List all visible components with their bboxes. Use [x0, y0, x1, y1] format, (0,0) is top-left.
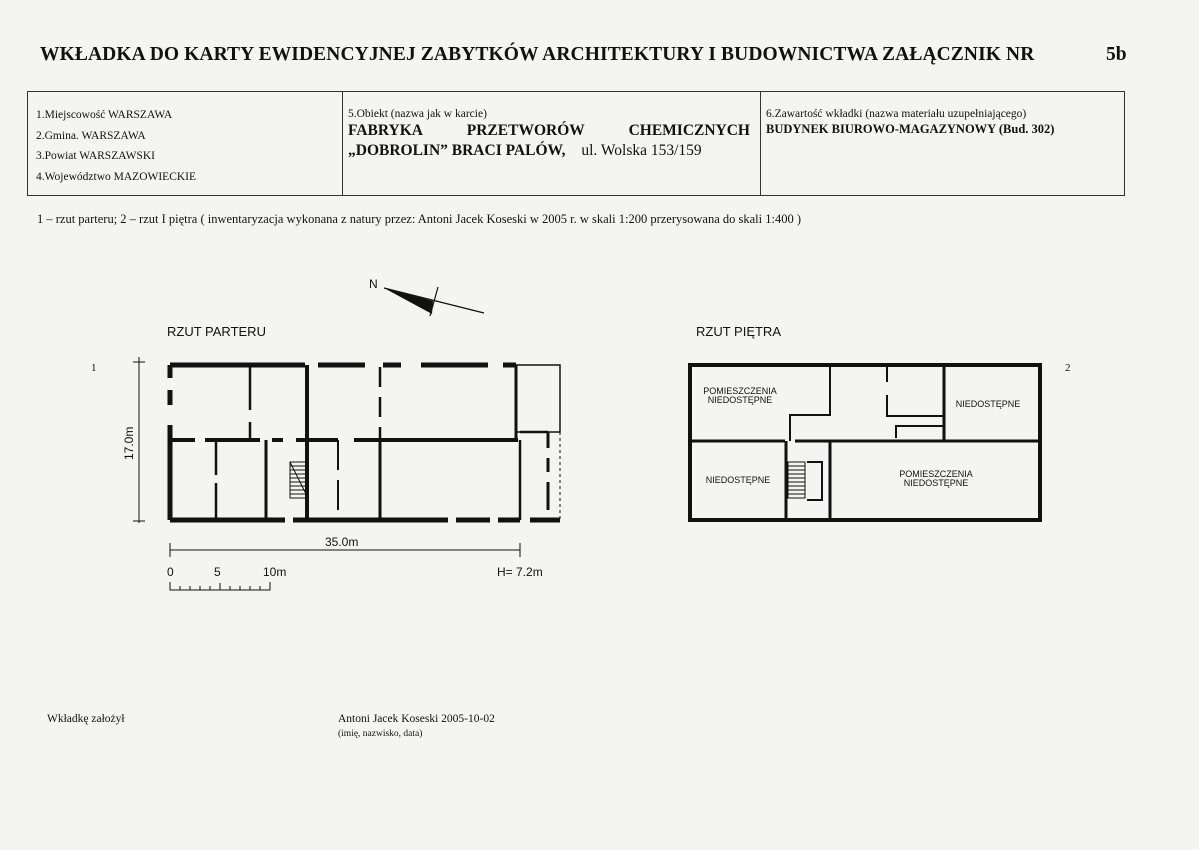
page-title: WKŁADKA DO KARTY EWIDENCYJNEJ ZABYTKÓW ARCHITEKTURY I BUDOWNICTWA ZAŁĄCZNIK NR [40, 44, 1035, 65]
north-label: N [369, 277, 378, 291]
upper-floor-index: 2 [1065, 362, 1071, 374]
ground-floor-title: RZUT PARTERU [167, 324, 266, 339]
ground-floor-plan [170, 365, 560, 520]
building-height: H= 7.2m [497, 565, 543, 579]
content-value: BUDYNEK BIUROWO-MAGAZYNOWY (Bud. 302) [766, 122, 1055, 136]
object-name-part: „DOBROLIN” BRACI PALÓW, [348, 142, 566, 159]
scale-bar [167, 565, 286, 590]
location-line: 1.Miejscowość WARSZAWA [36, 109, 173, 121]
room-label: NIEDOSTĘPNE [955, 399, 1021, 409]
content-label: 6.Zawartość wkładki (nazwa materiału uzupełniającego) [766, 108, 1027, 120]
room-label: NIEDOSTĘPNE [705, 475, 771, 485]
drawing-caption: 1 – rzut parteru; 2 – rzut I piętra ( inwentaryzacja wykonana z natury przez: Antoni Jacek Koseski w 2005 r. w skali 1:200 przerysowana do skali 1:400 ) [37, 212, 802, 226]
room-label: NIEDOSTĘPNE [707, 395, 773, 405]
length-dimension: 35.0m [325, 535, 359, 549]
object-address: ul. Wolska 153/159 [581, 142, 702, 159]
location-line: 4.Województwo MAZOWIECKIE [36, 170, 197, 183]
signature-value: Antoni Jacek Koseski 2005-10-02 [338, 713, 495, 725]
object-label: 5.Obiekt (nazwa jak w karcie) [348, 108, 487, 120]
room-label: POMIESZCZENIA [703, 386, 777, 396]
object-word: CHEMICZNYCH [628, 122, 750, 139]
north-arrow [369, 277, 484, 316]
object-word: FABRYKA [348, 122, 423, 139]
room-label: NIEDOSTĘPNE [903, 478, 969, 488]
ground-floor-index: 1 [91, 362, 97, 374]
attachment-number: 5b [1106, 44, 1127, 65]
width-dimension: 17.0m [122, 426, 136, 460]
scale-label: 0 [167, 565, 174, 579]
signature-label: Wkładkę założył [47, 713, 125, 725]
object-word: PRZETWORÓW [466, 122, 585, 139]
location-line: 2.Gmina. WARSZAWA [36, 129, 146, 142]
upper-floor-title: RZUT PIĘTRA [696, 324, 781, 339]
location-line: 3.Powiat WARSZAWSKI [36, 150, 155, 162]
signature-note: (imię, nazwisko, data) [338, 729, 423, 739]
scale-label: 5 [214, 565, 221, 579]
scale-label: 10m [263, 565, 287, 579]
room-label: POMIESZCZENIA [899, 469, 973, 479]
